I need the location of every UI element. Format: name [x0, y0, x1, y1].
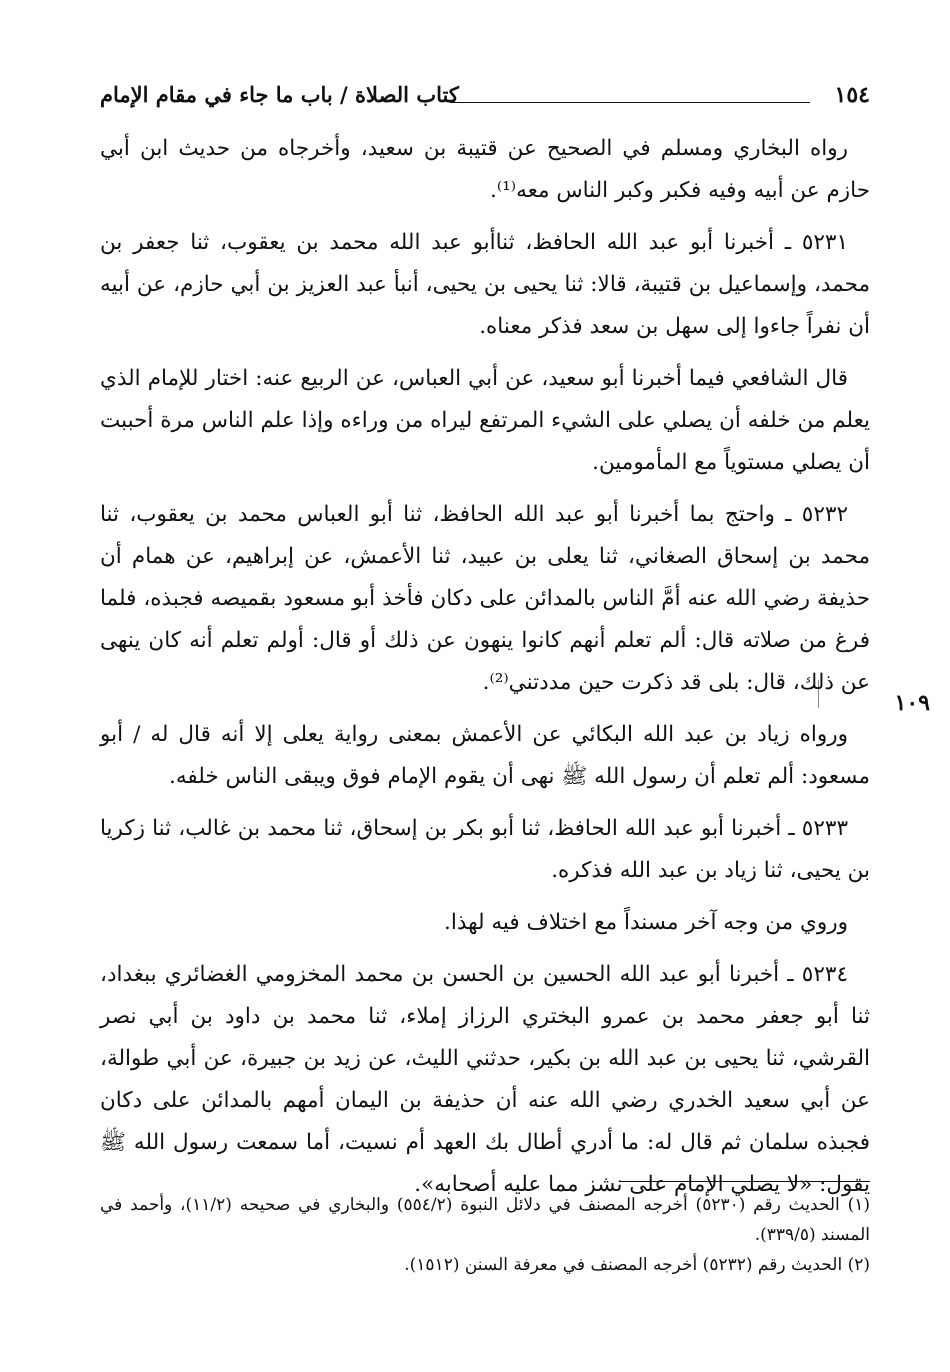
paragraph: ٥٢٣٤ ـ أخبرنا أبو عبد الله الحسين بن الحسن بن محمد المخزومي الغضائري ببغداد، ثنا أبو جعفر محمد بن عمرو البختري الرزاز إملاء، ثنا محمد بن داود بن أبي نصر القرشي، ثنا يحيى بن عبد الله بن بكير، حدثني الليث، عن زيد بن جبيرة، عن أبي طوالة، عن أبي سعيد الخدري رضي الله عنه أن حذيفة بن اليمان أمهم بالمدائن على دكان فجبذه سلمان ثم قال له: ما أدري أطال بك العهد أم نسيت، أما سمعت رسول الله ﷺ يقول: «لا يصلي الإمام على نشز مما عليه أصحابه».	[100, 962, 870, 1197]
running-title: كتاب الصلاة / باب ما جاء في مقام الإمام	[100, 82, 459, 107]
page-header	[100, 78, 870, 118]
margin-reference-number: ١٠٩	[894, 690, 930, 716]
page-number: ١٥٤	[834, 82, 870, 108]
paragraph: ٥٢٣٣ ـ أخبرنا أبو عبد الله الحافظ، ثنا أبو بكر بن إسحاق، ثنا محمد بن غالب، ثنا زكريا بن يحيى، ثنا زياد بن عبد الله فذكره.	[100, 816, 870, 883]
footnote: (٢) الحديث رقم (٥٢٣٢) أخرجه المصنف في معرفة السنن (١٥١٢).	[404, 1255, 870, 1275]
footnotes	[100, 1190, 870, 1280]
body-text	[100, 128, 870, 1216]
paragraph: ٥٢٣٢ ـ واحتج بما أخبرنا أبو عبد الله الحافظ، ثنا أبو العباس محمد بن يعقوب، ثنا محمد بن إسحاق الصغاني، ثنا يعلى بن عبيد، ثنا الأعمش، عن إبراهيم، عن همام أن حذيفة رضي الله عنه أمَّ الناس بالمدائن على دكان فأخذ أبو مسعود بقميصه فجبذه، فلما فرغ من صلاته قال: ألم تعلم أنهم كانوا ينهون عن ذلك أو قال: أولم تعلم أنه كان ينهى عن ذلك، قال: بلى قد ذكرت حين مددتني⁽²⁾.	[100, 502, 870, 695]
paragraph: ٥٢٣١ ـ أخبرنا أبو عبد الله الحافظ، ثناأبو عبد الله محمد بن يعقوب، ثنا جعفر بن محمد، وإسماعيل بن قتيبة، قالا: ثنا يحيى بن يحيى، أنبأ عبد العزيز بن أبي حازم، عن أبيه أن نفراً جاءوا إلى سهل بن سعد فذكر معناه.	[100, 230, 870, 339]
paragraph: ورواه زياد بن عبد الله البكائي عن الأعمش بمعنى رواية يعلى إلا أنه قال له / أبو مسعود: ألم تعلم أن رسول الله ﷺ نهى أن يقوم الإمام فوق ويبقى الناس خلفه.	[100, 722, 870, 789]
footnote-rule	[620, 1181, 870, 1182]
paragraph: وروي من وجه آخر مسنداً مع اختلاف فيه لهذا.	[444, 910, 848, 935]
paragraph: رواه البخاري ومسلم في الصحيح عن قتيبة بن سعيد، وأخرجاه من حديث ابن أبي حازم عن أبيه وفيه فكبر وكبر الناس معه⁽¹⁾.	[100, 136, 870, 203]
paragraph: قال الشافعي فيما أخبرنا أبو سعيد، عن أبي العباس، عن الربيع عنه: اختار للإمام الذي يعلم من خلفه أن يصلي على الشيء المرتفع ليراه من وراءه وإذا علم الناس مرة أحببت أن يصلي مستوياً مع المأمومين.	[100, 366, 870, 475]
footnote: (١) الحديث رقم (٥٢٣٠) أخرجه المصنف في دلائل النبوة (٥٥٤/٢) والبخاري في صحيحه (١١/٢)، وأحمد في المسند (٣٣٩/٥).	[100, 1195, 870, 1245]
header-rule	[450, 102, 810, 103]
